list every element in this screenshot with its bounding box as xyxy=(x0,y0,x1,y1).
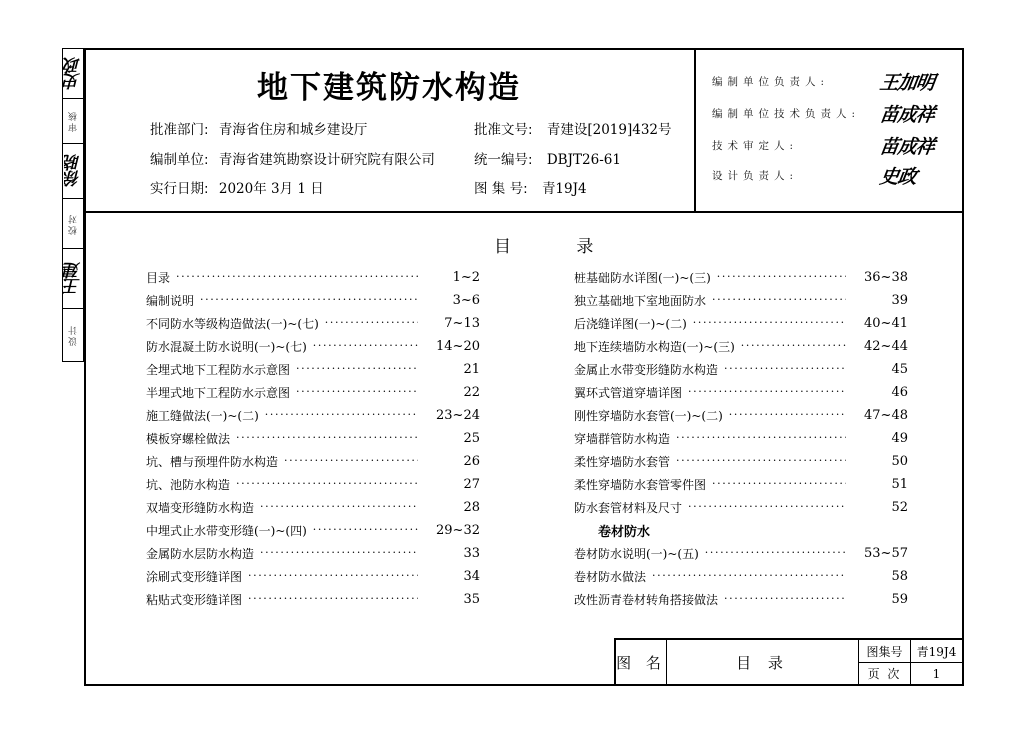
strip-label: 审核 xyxy=(68,110,79,132)
effective-label: 实行日期: xyxy=(150,181,209,197)
toc-entry[interactable] xyxy=(146,567,480,585)
toc-entry-title: 施工缝做法(一)~(二) xyxy=(146,408,259,423)
toc-entry-pages: 7~13 xyxy=(444,315,480,331)
atlas-no-label: 图 集 号: xyxy=(474,181,528,197)
toc-leader-dots xyxy=(724,590,846,608)
header-vertical-divider xyxy=(694,48,696,212)
toc-leader-dots xyxy=(284,452,418,470)
toc-entry-pages: 51 xyxy=(891,476,908,492)
strip-signature: 徐晓 xyxy=(63,155,84,187)
toc-leader-dots xyxy=(313,521,418,539)
approval-dept-label: 批准部门: xyxy=(150,122,209,138)
toc-entry-title: 防水套管材料及尺寸 xyxy=(574,500,683,515)
title-block-atlas-label: 图集号 xyxy=(866,644,903,659)
unified-no xyxy=(474,148,621,168)
toc-entry-pages: 39 xyxy=(891,292,908,308)
toc-entry-pages: 3~6 xyxy=(452,292,480,308)
toc-entry[interactable] xyxy=(574,406,908,424)
page-title: 地下建筑防水构造 xyxy=(257,70,521,106)
approval-doc xyxy=(474,118,672,138)
title-block-name-label: 图 名 xyxy=(616,653,666,672)
strip-label-cell xyxy=(63,99,83,144)
toc-leader-dots xyxy=(676,429,846,447)
toc-title: 目 录 xyxy=(494,237,624,257)
signature: 苗成祥 xyxy=(878,104,936,126)
signature: 史政 xyxy=(878,166,918,188)
toc-entry-pages: 27 xyxy=(463,476,480,492)
toc-section-heading: 卷材防水 xyxy=(598,525,651,540)
toc-entry-title: 桩基础防水详图(一)~(三) xyxy=(574,270,711,285)
toc-entry-title: 涂刷式变形缝详图 xyxy=(146,569,243,584)
toc-leader-dots xyxy=(652,567,846,585)
effective-date xyxy=(150,177,324,197)
toc-leader-dots xyxy=(236,475,418,493)
toc-leader-dots xyxy=(688,383,846,401)
title-block-atlas-value: 青19J4 xyxy=(916,644,957,659)
toc-entry[interactable] xyxy=(574,314,908,332)
toc-entry[interactable] xyxy=(574,590,908,608)
approval-doc-value: 青建设[2019]432号 xyxy=(546,122,672,138)
toc-leader-dots xyxy=(325,314,418,332)
toc-entry-pages: 22 xyxy=(463,384,480,400)
compiler-value: 青海省建筑勘察设计研究院有限公司 xyxy=(218,152,435,168)
atlas-no xyxy=(474,177,587,197)
signature: 王加明 xyxy=(878,72,936,94)
toc-entry-pages: 47~48 xyxy=(864,407,908,423)
effective-value: 2020年 3月 1 日 xyxy=(218,181,324,197)
toc-entry[interactable] xyxy=(146,590,480,608)
signature-role: 编制单位技术负责人: xyxy=(712,108,861,120)
toc-entry-title: 刚性穿墙防水套管(一)~(二) xyxy=(574,408,723,423)
toc-leader-dots xyxy=(729,406,846,424)
title-block-name-value: 目 录 xyxy=(736,653,789,672)
strip-signature-cell xyxy=(63,144,83,199)
toc-leader-dots xyxy=(296,383,418,401)
title-block-page-label: 页 次 xyxy=(867,667,902,681)
toc-entry[interactable] xyxy=(146,544,480,562)
toc-leader-dots xyxy=(176,268,418,286)
approval-dept-value: 青海省住房和城乡建设厅 xyxy=(218,122,368,138)
strip-label-cell xyxy=(63,199,83,249)
toc-leader-dots xyxy=(265,406,418,424)
toc-entry-title: 柔性穿墙防水套管零件图 xyxy=(574,477,707,492)
toc-entry-title: 穿墙群管防水构造 xyxy=(574,431,671,446)
toc-entry-pages: 1~2 xyxy=(452,269,480,285)
toc-entry-pages: 35 xyxy=(463,591,480,607)
toc-entry-title: 柔性穿墙防水套管 xyxy=(574,454,671,469)
title-block-page-value: 1 xyxy=(932,666,941,681)
toc-entry-title: 全埋式地下工程防水示意图 xyxy=(146,362,291,377)
approval-dept xyxy=(150,118,367,138)
toc-entry[interactable] xyxy=(146,360,480,378)
strip-label: 校对 xyxy=(68,212,79,235)
signature: 苗成祥 xyxy=(878,136,936,158)
toc-entry-pages: 25 xyxy=(463,430,480,446)
toc-leader-dots xyxy=(260,498,418,516)
toc-entry-title: 编制说明 xyxy=(146,293,195,308)
toc-leader-dots xyxy=(688,498,846,516)
toc-leader-dots xyxy=(248,567,418,585)
toc-entry-pages: 23~24 xyxy=(436,407,480,423)
toc-entry[interactable] xyxy=(146,429,480,447)
toc-entry-pages: 26 xyxy=(463,453,480,469)
toc-leader-dots xyxy=(693,314,846,332)
toc-entry-pages: 53~57 xyxy=(864,545,908,561)
compiler-label: 编制单位: xyxy=(150,152,209,168)
toc-entry[interactable] xyxy=(146,406,480,424)
toc-entry[interactable] xyxy=(146,291,480,309)
toc-leader-dots xyxy=(712,291,846,309)
toc-leader-dots xyxy=(248,590,418,608)
toc-entry-pages: 28 xyxy=(463,499,480,515)
toc-entry-title: 卷材防水做法 xyxy=(574,569,647,584)
compiler xyxy=(150,148,435,168)
toc-leader-dots xyxy=(741,337,846,355)
strip-signature-cell xyxy=(63,49,83,99)
toc-entry-title: 模板穿螺栓做法 xyxy=(146,431,231,446)
toc-entry[interactable] xyxy=(574,567,908,585)
toc-leader-dots xyxy=(712,475,846,493)
toc-entry-pages: 50 xyxy=(891,453,908,469)
toc-entry-pages: 36~38 xyxy=(864,269,908,285)
toc-entry-title: 半埋式地下工程防水示意图 xyxy=(146,385,291,400)
toc-leader-dots xyxy=(296,360,418,378)
toc-entry[interactable] xyxy=(574,383,908,401)
strip-label: 设计 xyxy=(68,324,79,346)
toc-entry-title: 金属防水层防水构造 xyxy=(146,546,255,561)
sign-strip xyxy=(62,48,84,362)
toc-entry-title: 翼环式管道穿墙详图 xyxy=(574,385,683,400)
toc-entry-pages: 33 xyxy=(463,545,480,561)
toc-entry-title: 不同防水等级构造做法(一)~(七) xyxy=(146,316,319,331)
toc-entry[interactable] xyxy=(574,337,908,355)
toc-entry[interactable] xyxy=(146,475,480,493)
toc-leader-dots xyxy=(260,544,418,562)
toc-entry-pages: 59 xyxy=(891,591,908,607)
toc-entry-pages: 14~20 xyxy=(436,338,480,354)
toc-entry[interactable] xyxy=(146,383,480,401)
toc-entry-pages: 46 xyxy=(891,384,908,400)
toc-entry[interactable] xyxy=(146,498,480,516)
signature-role: 技术审定人: xyxy=(712,140,799,152)
strip-signature: 史政 xyxy=(63,57,84,90)
toc-entry-title: 卷材防水说明(一)~(五) xyxy=(574,546,699,561)
strip-signature-cell xyxy=(63,249,83,309)
toc-leader-dots xyxy=(236,429,418,447)
toc-entry-title: 改性沥青卷材转角搭接做法 xyxy=(574,592,719,607)
toc-entry[interactable] xyxy=(146,337,480,355)
toc-entry[interactable] xyxy=(574,291,908,309)
toc-entry[interactable] xyxy=(574,452,908,470)
toc-leader-dots xyxy=(717,268,846,286)
toc-entry-pages: 52 xyxy=(891,499,908,515)
signature-role: 编制单位负责人: xyxy=(712,76,830,88)
signature-role: 设计负责人: xyxy=(712,170,799,182)
toc-entry-title: 双墙变形缝防水构造 xyxy=(146,500,255,515)
toc-entry-pages: 29~32 xyxy=(436,522,480,538)
title-block xyxy=(614,638,964,686)
toc-entry-title: 坑、槽与预埋件防水构造 xyxy=(146,454,279,469)
toc-entry[interactable] xyxy=(574,475,908,493)
toc-entry[interactable] xyxy=(146,521,480,539)
toc-entry[interactable] xyxy=(574,544,908,562)
strip-signature: 王建 xyxy=(63,262,84,295)
unified-no-label: 统一编号: xyxy=(474,152,533,168)
strip-label-cell xyxy=(63,309,83,361)
toc-entry[interactable] xyxy=(146,314,480,332)
toc-entry-pages: 45 xyxy=(891,361,908,377)
toc-entry-pages: 21 xyxy=(463,361,480,377)
toc-entry[interactable] xyxy=(146,452,480,470)
unified-no-value: DBJT26-61 xyxy=(546,152,621,168)
toc-entry-title: 坑、池防水构造 xyxy=(146,477,231,492)
atlas-no-value: 青19J4 xyxy=(541,181,587,197)
toc-entry[interactable] xyxy=(574,429,908,447)
toc-leader-dots xyxy=(705,544,846,562)
toc-leader-dots xyxy=(200,291,418,309)
toc-entry-pages: 42~44 xyxy=(864,338,908,354)
toc-entry[interactable] xyxy=(574,498,908,516)
toc-entry-title: 后浇缝详图(一)~(二) xyxy=(574,316,687,331)
header-divider xyxy=(84,211,964,213)
toc-entry[interactable] xyxy=(574,268,908,286)
toc-entry-title: 目录 xyxy=(146,270,171,285)
toc-leader-dots xyxy=(313,337,418,355)
toc-entry-pages: 34 xyxy=(463,568,480,584)
toc-entry[interactable] xyxy=(574,360,908,378)
toc-entry-title: 地下连续墙防水构造(一)~(三) xyxy=(574,339,735,354)
approval-doc-label: 批准文号: xyxy=(474,122,533,138)
toc-entry[interactable] xyxy=(146,268,480,286)
toc-entry-title: 中埋式止水带变形缝(一)~(四) xyxy=(146,523,307,538)
toc-entry-title: 防水混凝土防水说明(一)~(七) xyxy=(146,339,307,354)
toc-entry-title: 金属止水带变形缝防水构造 xyxy=(574,362,719,377)
toc-leader-dots xyxy=(724,360,846,378)
toc-entry-pages: 40~41 xyxy=(864,315,908,331)
toc-entry-title: 粘贴式变形缝详图 xyxy=(146,592,243,607)
toc-entry-pages: 58 xyxy=(891,568,908,584)
toc-leader-dots xyxy=(676,452,846,470)
toc-entry-title: 独立基础地下室地面防水 xyxy=(574,293,707,308)
toc-entry-pages: 49 xyxy=(891,430,908,446)
